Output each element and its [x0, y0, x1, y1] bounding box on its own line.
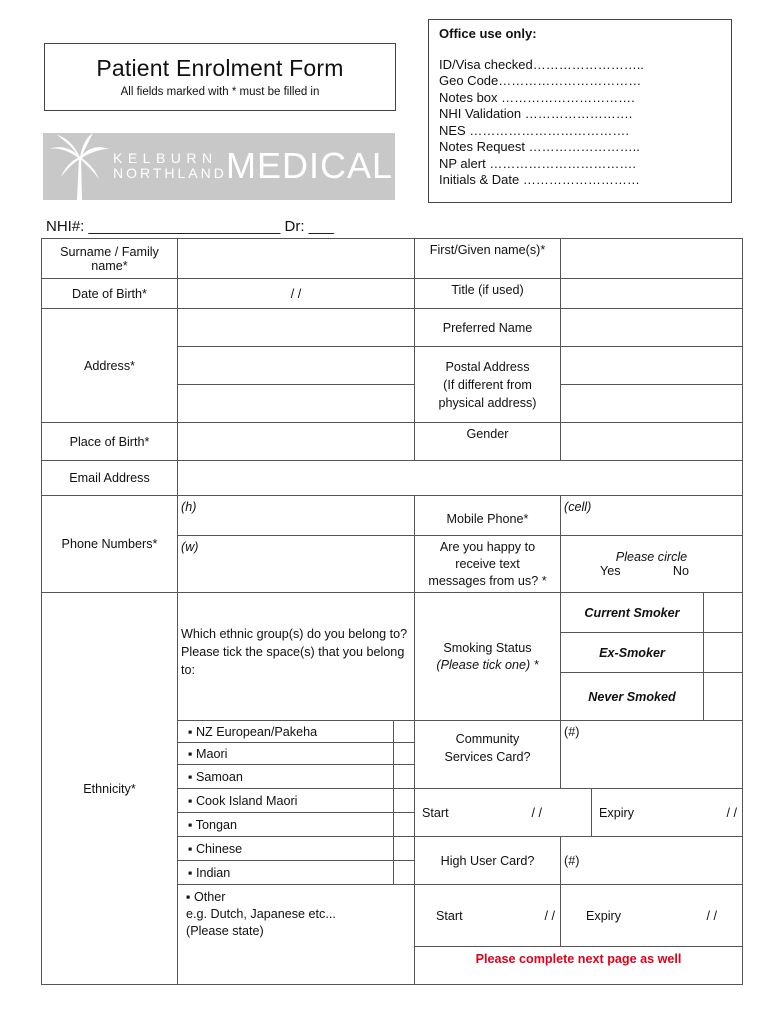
postal-line: (If different from [443, 377, 532, 392]
postal-line: physical address) [438, 395, 537, 410]
csc-line: Services Card? [444, 749, 531, 764]
never-smoked-label: Never Smoked [561, 673, 704, 721]
office-line: NP alert ……………………………. [439, 155, 636, 171]
home-phone-field[interactable]: (h) [178, 496, 415, 536]
ethnic-tick[interactable] [394, 765, 415, 789]
date-slashes: / / [531, 805, 542, 820]
office-line: NES ………………………………. [439, 122, 629, 138]
hu-start-field[interactable] [415, 885, 561, 947]
phone-numbers-label: Phone Numbers* [42, 496, 178, 593]
logo-line1: KELBURN [113, 150, 218, 166]
ethnic-question: Which ethnic group(s) do you belong to? Please tick the space(s) that you belong to: [178, 593, 415, 721]
ex-smoker-label: Ex-Smoker [561, 633, 704, 673]
start-label: Start [422, 805, 449, 820]
email-label: Email Address [42, 461, 178, 496]
title-label: Title (if used) [415, 279, 561, 309]
office-line: Geo Code…………………………… [439, 73, 642, 88]
date-slashes: / / [706, 908, 718, 923]
ethnic-tick[interactable] [394, 789, 415, 813]
form-title: Patient Enrolment Form [96, 55, 344, 81]
office-line: Notes Request …………………….. [439, 139, 640, 154]
work-phone-field[interactable]: (w) [178, 536, 415, 593]
first-name-label: First/Given name(s)* [415, 239, 561, 279]
smoking-line: (Please tick one) * [436, 657, 539, 672]
surname-label: Surname / Family name* [42, 239, 178, 279]
gender-label: Gender [415, 423, 561, 461]
ex-smoker-tick[interactable] [704, 633, 743, 673]
email-field[interactable] [178, 461, 743, 496]
postal-address-line-1[interactable] [561, 347, 743, 385]
logo-word: MEDICAL [226, 145, 394, 186]
smoking-line: Smoking Status [443, 640, 532, 655]
csc-number-field[interactable]: (#) [561, 721, 743, 789]
no-option[interactable]: No [672, 564, 690, 578]
csc-expiry-field[interactable] [592, 789, 743, 837]
csc-line: Community [455, 731, 520, 746]
csc-start-field[interactable] [415, 789, 592, 837]
clinic-logo [43, 133, 395, 200]
ethnic-option: ▪ NZ European/Pakeha [178, 721, 394, 743]
community-services-card-label [415, 721, 561, 789]
address-label: Address* [42, 309, 178, 423]
ethnic-option: ▪ Indian [178, 861, 394, 885]
office-line: Notes box …………………………. [439, 89, 635, 105]
office-line: Initials & Date ……………………… [439, 172, 640, 187]
expiry-label: Expiry [599, 805, 634, 820]
mobile-field[interactable]: (cell) [561, 496, 743, 536]
ethnic-option: ▪ Chinese [178, 837, 394, 861]
first-name-field[interactable] [561, 239, 743, 279]
preferred-name-field[interactable] [561, 309, 743, 347]
current-smoker-tick[interactable] [704, 593, 743, 633]
yes-option[interactable]: Yes [600, 564, 621, 578]
date-slashes: / / [726, 805, 738, 820]
other-line: ▪ Other [186, 890, 226, 904]
ethnic-option: ▪ Tongan [178, 813, 394, 837]
text-line: Are you happy to [439, 539, 536, 554]
expiry-label: Expiry [586, 908, 621, 923]
ethnic-option: ▪ Samoan [178, 765, 394, 789]
postal-line: Postal Address [445, 359, 530, 374]
dob-field[interactable]: / / [178, 279, 415, 309]
postal-address-line-2[interactable] [561, 385, 743, 423]
text-consent-field[interactable] [561, 536, 743, 593]
gender-field[interactable] [561, 423, 743, 461]
text-line: receive text [455, 556, 520, 571]
address-line-2[interactable] [178, 347, 415, 385]
next-page-notice: Please complete next page as well [415, 947, 743, 985]
date-slashes: / / [544, 908, 555, 923]
place-of-birth-field[interactable] [178, 423, 415, 461]
text-consent-label [415, 536, 561, 593]
surname-field[interactable] [178, 239, 415, 279]
ethnic-tick[interactable] [394, 743, 415, 765]
hu-expiry-field[interactable] [561, 885, 743, 947]
mobile-label: Mobile Phone* [415, 496, 561, 536]
ethnic-option: ▪ Cook Island Maori [178, 789, 394, 813]
other-line: e.g. Dutch, Japanese etc... [186, 907, 336, 921]
office-line: NHI Validation ……………………. [439, 106, 633, 121]
current-smoker-label: Current Smoker [561, 593, 704, 633]
ethnic-tick[interactable] [394, 721, 415, 743]
office-use-box [428, 19, 732, 203]
postal-address-label [415, 347, 561, 423]
dob-label: Date of Birth* [42, 279, 178, 309]
high-user-card-label: High User Card? [415, 837, 561, 885]
office-heading: Office use only: [439, 26, 537, 41]
high-user-card-field[interactable]: (#) [561, 837, 743, 885]
address-line-1[interactable] [178, 309, 415, 347]
office-line: ID/Visa checked…………………….. [439, 56, 644, 72]
ethnic-tick[interactable] [394, 813, 415, 837]
palm-tree-icon [43, 133, 113, 200]
form-subtitle: All fields marked with * must be filled in [120, 86, 320, 98]
address-line-3[interactable] [178, 385, 415, 423]
title-field[interactable] [561, 279, 743, 309]
never-smoked-tick[interactable] [704, 673, 743, 721]
text-line: messages from us? * [428, 573, 547, 588]
ethnic-tick[interactable] [394, 861, 415, 885]
place-of-birth-label: Place of Birth* [42, 423, 178, 461]
ethnic-option: ▪ Maori [178, 743, 394, 765]
circle-instruction: Please circle [615, 550, 688, 564]
nhi-doctor-line[interactable]: NHI#: _______________________ Dr: ___ [46, 218, 334, 235]
smoking-status-label [415, 593, 561, 721]
other-ethnicity-field[interactable] [178, 885, 415, 985]
logo-line2: NORTHLAND [113, 165, 227, 181]
enrolment-table [41, 238, 743, 985]
start-label: Start [436, 908, 463, 923]
ethnicity-label: Ethnicity* [42, 593, 178, 985]
other-line: (Please state) [186, 924, 264, 938]
ethnic-tick[interactable] [394, 837, 415, 861]
title-box [44, 43, 396, 111]
preferred-name-label: Preferred Name [415, 309, 561, 347]
